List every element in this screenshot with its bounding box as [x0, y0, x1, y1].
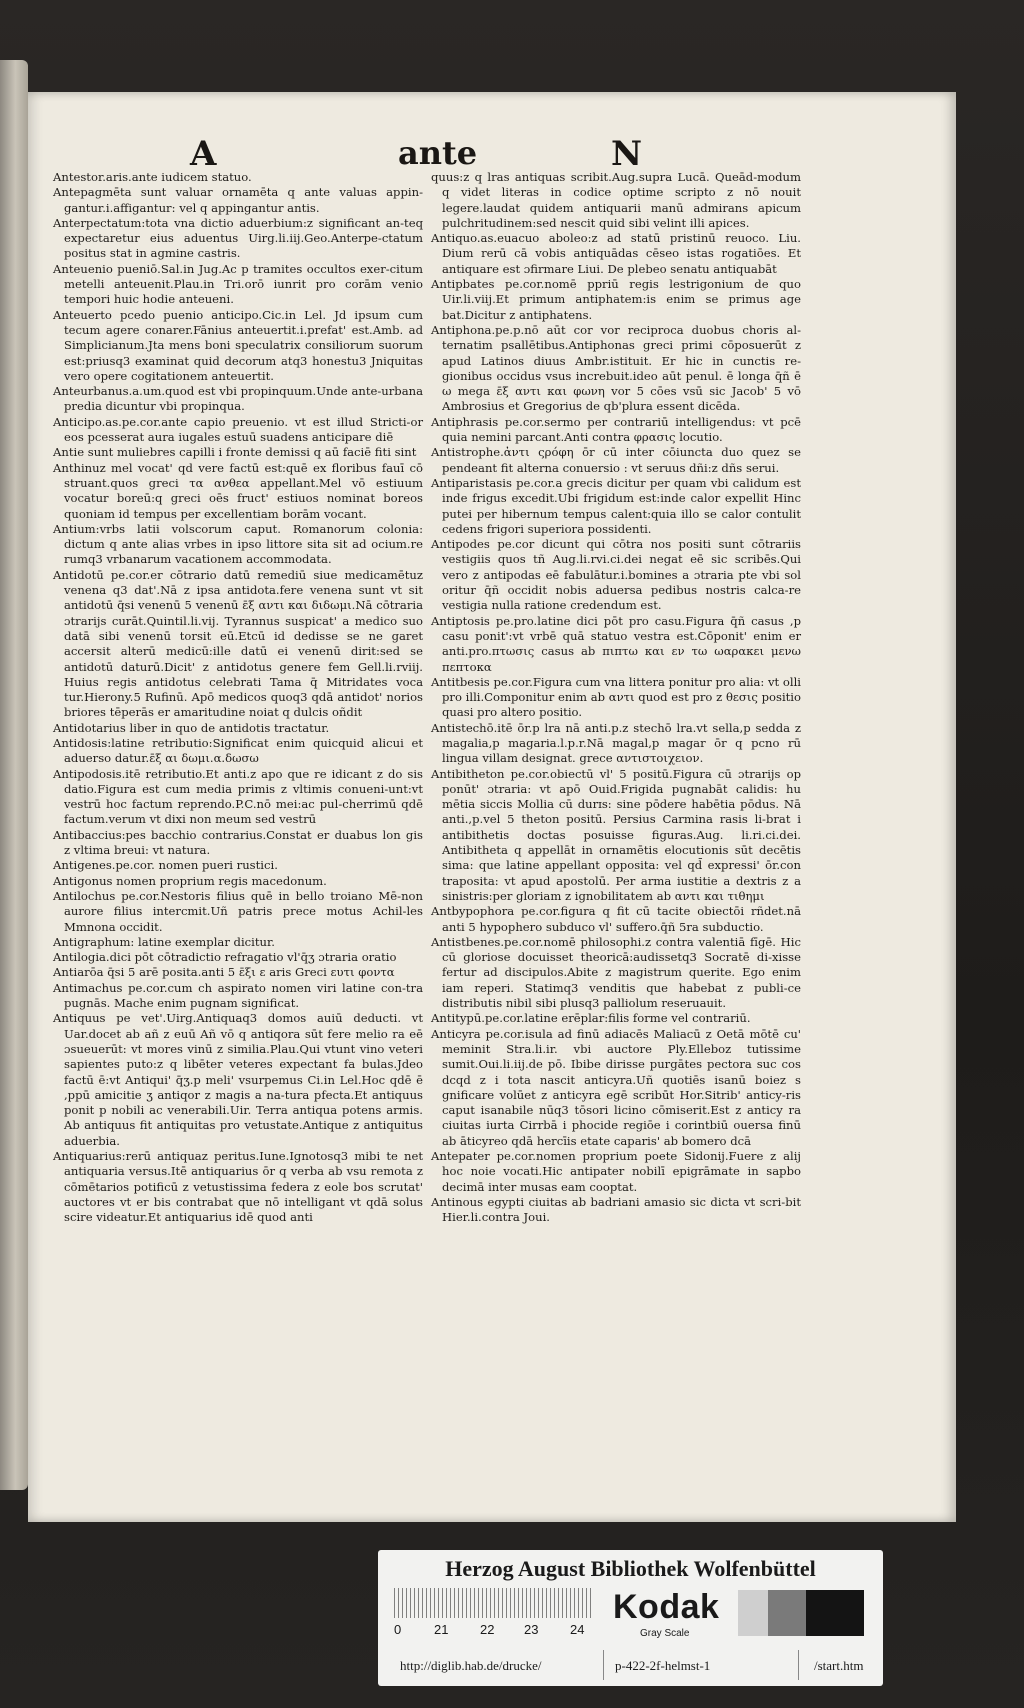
dictionary-entry: Antigonus nomen proprium regis macedonum.: [53, 873, 327, 888]
incunable-page: [28, 92, 956, 1522]
gray-scale-swatches: [738, 1590, 868, 1636]
page-reference: /start.htm: [814, 1658, 864, 1673]
dictionary-entry: Anteuenio pueniō.Sal.in Jug.Ac p tramites occultos exer-citum metelli anteuenit.Plau.in Tri.orō iunrit pro corām venio tempori huic hodie anteueni.: [53, 261, 423, 307]
dictionary-entry: Antidotū pe.cor.er cōtrario datū remediū siue medicamētuz venena q3 dat'.Nā z ipsa antidota.fere venena sunt vt sit antidotū q̄si venenū 5 venenū ε̄ξ αντι και διδωμι.Nā cōtraria ɔtrarijs curāt.Quintil.li.vij. Tyrannus suspicat' a medico suo datā sibi venenū torsit eū.Etcū id dedisse se ne garet accersit alterū medicū:ille datū ei venenū dirit:sed se antidotū daturū.Dicit' z antidotus genere fem Gell.li.rviij. Huius regis antidotus celebrati Tama q̄ Mitridates voca tur.Hierony.5 Rufinū. Apō medicos quoq3 qdā antidot' norios briores tēperās er amaritudine noiat q dulcis oñdit: [53, 567, 423, 720]
library-name: Herzog August Bibliothek Wolfenbüttel: [445, 1556, 816, 1581]
measurement-ruler: [394, 1588, 594, 1618]
gray-swatch: [768, 1590, 806, 1636]
dictionary-entry: Antimachus pe.cor.cum ch aspirato nomen viri latine con-tra pugnās. Mache enim pugnam significat.: [53, 980, 423, 1011]
dictionary-entry: Antibaccius:pes bacchio contrarius.Constat er duabus lon gis z vltima breui: vt natura.: [53, 827, 423, 858]
reference-row: [378, 1650, 883, 1680]
dictionary-entry: Antiphrasis pe.cor.sermo per contrariū intelligendus: vt pcē quia nemini parcant.Anti contra φρασις locutio.: [431, 414, 801, 445]
dictionary-entry: quus:z q lras antiquas scribit.Aug.supra Lucā. Queād-modum q videt literas in codice optime scripto z nō nouit legere.laudat quidem antiquarii manū admirans apicum pulchritudinem:sed nescit quid sibi velint illi apices.: [431, 170, 801, 230]
dictionary-entry: Antitypū.pe.cor.latine erēplar:filis forme vel contrariū.: [431, 1011, 751, 1026]
dictionary-entry: Antepagmēta sunt valuar ornamēta q ante valuas appin-gantur.i.affigantur: vel q appingantur antis.: [53, 185, 423, 215]
right-text-column: [431, 170, 801, 1225]
dictionary-entry: Anteurbanus.a.um.quod est vbi propinquum.Unde ante-urbana predia dicuntur vbi propinqua.: [53, 384, 423, 414]
ruler-number: 0: [394, 1622, 402, 1637]
dictionary-entry: Antilochus pe.cor.Nestoris filius quē in bello troiano Mē-non aurore filius intercmit.Uñ patris prece motus Achil-les Mmnona occidit.: [53, 888, 423, 934]
ruler-number: 24: [570, 1622, 585, 1637]
dictionary-entry: Antiquo.as.euacuo aboleo:z ad statū pristinū reuoco. Liu. Dium rerū cā vobis antiquādas cēseo istas rogatiōes. Et antiquare est ɔfirmare Liui. De plebeo senatu antiquabāt: [431, 231, 801, 276]
dictionary-entry: Antidosis:latine retributio:Significat enim quicquid alicui et aduerso datur.ε̄ξ αι δωμι.α.δωσω: [53, 735, 423, 766]
dictionary-entry: Antiarōa q̄si 5 arē posita.anti 5 ε̄ξι ε aris Greci ευτι φοντα: [53, 965, 395, 980]
left-text-column: [53, 170, 423, 1225]
dictionary-entry: Anticyra pe.cor.isula ad finū adiacēs Maliacū z Oetā mōtē cu' meminit Stra.li.ir. vbi auctore Ply.Elleboz tutissime sumit.Oui.li.iij.de pō. Ibibe dirisse purgātes pectora suc cos dcqd z i tota nascit anticyra.Uñ quotiēs isanū boiez s gnificare volūet z anticyra egē scribūt Hor.Sitrib' anticy-ris caput isanabile nūq3 tōsori licino cōmiserit.Est z anticy ra ciuitas iurta Cirrbā i phocide regiōe i corintbiū ouersa finū ab āticyreo qdā hercīis etate caparis' ab bomero dcā: [431, 1026, 801, 1148]
dictionary-entry: Antistechō.itē ōr.p lra nā anti.p.z stechō lra.vt sella,p sedda z magalia,p magaria.l.p.r.Nā magal,p magar ōr q pcno rū lingua villam designat. grece αντιστοιχειον.: [431, 720, 801, 766]
shelfmark: p-422-2f-helmst-1: [615, 1658, 711, 1673]
gray-swatch: [806, 1590, 864, 1636]
dictionary-entry: Antie sunt muliebres capilli i fronte demissi q aū faciē fiti sint: [53, 445, 417, 460]
gray-swatch: [738, 1590, 768, 1636]
head-word: ante: [398, 134, 478, 172]
dictionary-entry: Antibitheton pe.cor.obiectū vl' 5 positū.Figura cū ɔtrarijs op ponūt' ɔtraria: vt apō Ouid.Frigida pugnabāt calidis: hu mētia siccis Mollia cū durɪs: sine pōdere habētia pōdus. Nā anti.,p.vel 5 theton positū. Persius Carmina rasis li-brat i antibithetis doctas posuisse figuras.Aug. li.ri.ci.dei. Antibitheta q appellāt in ornamētis elocutionis sūt decētis sima: que latine appellant opposita: vel qd̄ expressi' ōr.con traposita: vt apud apostolū. Per arma iustitie a dextris z a sinistris:per gloriam z ignobilitatem ab αντι και τιθημι: [431, 766, 801, 903]
dictionary-entry: Antiquus pe vet'.Uirg.Antiquaq3 domos auiū deducti. vt Uar.docet ab añ z euū Añ vō q antiqora sūt fere melio ra eē ɔsueuerūt: vt mores vinū z similia.Plau.Qui vtunt vino veteri sapientes puto:z q libēter veteres expectant fa bulas.Jdeo factū ē:vt Antiqui' q̄ʒ.p meli' vsurpemus Ci.in Lel.Hoc qdē ē ,ppū amicitie ʒ antiqor z magis a na-tura pfecta.Et antiquus ponit p nobili ac venerabili.Uir. Terra antiqua potens armis. Ab antiquus fit antiquitas pro vetustate.Antique z antiquitus aduerbia.: [53, 1011, 423, 1148]
dictionary-entry: Antiparistasis pe.cor.a grecis dicitur per quam vbi calidum est inde frigus excedit.Ubi frigidum est:inde calor expellit Hinc putei per hibernum tempus calent:quia illo se calor contulit cedens frigori superiora possidenti.: [431, 475, 801, 536]
dictionary-entry: Antiquarius:rerū antiquaz peritus.Iune.Ignotosq3 mibi te net antiquaria versus.Itē antiquarius ōr q verba ab vsu remota z cōmētarios potificū z vetustissima federa z eole bos scrutat' auctores vt er bis contrabat que nō intelligant vt qdā solus scire videatur.Et antiquarius idē quod anti: [53, 1149, 423, 1225]
dictionary-entry: Antestor.aris.ante iudicem statuo.: [53, 170, 252, 184]
dictionary-entry: Antigenes.pe.cor. nomen pueri rustici.: [53, 858, 278, 873]
dictionary-entry: Antbypophora pe.cor.figura q fit cū tacite obiectōi rñdet.nā anti 5 hypophero subduco vl' suffero.q̄ñ 5ra subductio.: [431, 904, 801, 934]
dictionary-entry: Antilogia.dici pōt cōtradictio refragatio vl'q̄ʒ ɔtraria oratio: [53, 950, 397, 965]
dictionary-entry: Antinous egypti ciuitas ab badriani amasio sic dicta vt scri-bit Hier.li.contra Joui.: [431, 1194, 801, 1225]
dictionary-entry: Antipodes pe.cor dicunt qui cōtra nos positi sunt cōtrariis vestigiis quos tñ Aug.li.rvi.ci.dei negat eē sic scribēs.Qui vero z antipodas eē fabulātur.i.bomines a ɔtraria pte vbi sol oritur q̄ñ occidit nobis aduersa pedibus nostris calca-re vestigia nulla ratione credendum est.: [431, 537, 801, 613]
ruler-scale: [394, 1622, 604, 1638]
dictionary-entry: Antiptosis pe.pro.latine dici pōt pro casu.Figura q̄ñ casus ,p casu ponit':vt vrbē quā statuo vestra est.Cōponit' enim er anti.pro.πτωσις casus ab πιπτω και εν τω ωαρακει μενω πεπτοκα: [431, 613, 801, 674]
head-letter-right: N: [611, 134, 643, 174]
ruler-number: 21: [434, 1622, 449, 1637]
dictionary-entry: Antiphona.pe.p.nō aūt cor vor reciproca duobus choris al-ternatim psallētibus.Antiphonas greci primi cōposuerūt z apud Latinos diuus Ambr.istituit. Er hic in cunctis re-gionibus occidus vsus increbuit.ideo aūt penul. ē longa q̄ñ ē ω mega ε̄ξ αντι και φωνη vor 5 cōes vsū sic Jacob' 5 vō Ambrosius et Gregorius de qb'plura essent dicēda.: [431, 322, 801, 414]
gray-scale-label: Gray Scale: [640, 1628, 690, 1639]
dictionary-entry: Antigraphum: latine exemplar dicitur.: [53, 934, 275, 949]
divider: [798, 1650, 799, 1680]
dictionary-entry: Anteuerto pcedo puenio anticipo.Cic.in Lel. Jd ipsum cum tecum agere conarer.Fānius anteuertit.i.prefat' est.Amb. ad Simplicianum.Jta mens boni speculatrix consiliorum suorum est:priusq3 examinat quid decorum atq3 honestu3 Jniquitas vero opere cogitationem anteuertit.: [53, 307, 423, 383]
ruler-number: 23: [524, 1622, 539, 1637]
dictionary-entry: Antium:vrbs latii volscorum caput. Romanorum colonia: dictum q ante alias vrbes in ipso littore sita sit ad ocium.re rumq3 vrbanarum vacationem accommodata.: [53, 521, 423, 567]
digital-library-url: http://diglib.hab.de/drucke/: [400, 1658, 542, 1673]
dictionary-entry: Anterpectatum:tota vna dictio aduerbium:z significant an-teq expectaretur eius aduentus Uirg.li.iij.Geo.Anterpe-ctatum positus stat in agmine castris.: [53, 215, 423, 261]
dictionary-entry: Antipodosis.itē retributio.Et anti.z apo que re idicant z do sis datio.Figura est cum media primis z vltimis conueni-unt:vt vestrū hoc factum reprendo.P.C.nō mei:ac pul-cherrimū qdē factum.verum vt dixi non meum sed vestrū: [53, 766, 423, 827]
dictionary-entry: Antitbesis pe.cor.Figura cum vna littera ponitur pro alia: vt olli pro illi.Componitur enim ab αντι quod est pro z θεσις positio quasi pro altero positio.: [431, 674, 801, 720]
color-calibration-card: [378, 1550, 883, 1686]
dictionary-entry: Anticipo.as.pe.cor.ante capio preuenio. vt est illud Stricti-or eos pcesserat aura iugales estuū suadens anticipare diē: [53, 414, 423, 445]
dictionary-entry: Antistbenes.pe.cor.nomē philosophi.z contra valentiā fīgē. Hic cū gloriose docuisset theoricā:audissetq3 Socratē di-xisse fertur ad discipulos.Abite z magistrum querite. Ego enim iam reperi. Statimq3 venditis que habebat z publi-ce distributis nibil sibi plusq3 palliolum reseruauit.: [431, 934, 801, 1011]
dictionary-entry: Antistrophe.ἀντι ςρόφη ōr cū inter cōiuncta duo quez se pendeant fit alterna conuersio : vt seruus dñi:z dñs serui.: [431, 445, 801, 475]
dictionary-entry: Antipbates pe.cor.nomē ppriū regis lestrigonium de quo Uir.li.viij.Et primum antiphatem:is enim se primus age bat.Dicitur z antiphatens.: [431, 277, 801, 322]
dictionary-entry: Anthinuz mel vocat' qd vere factū est:quē ex floribus fauī cō struant.quos greci τα ανθεα appellant.Mel vō estiuum vocatur boreū:q greci oēs fruct' estiuos nominat boreos quoniam id tempus per excellentiam borām vocant.: [53, 460, 423, 521]
dictionary-entry: Antidotarius liber in quo de antidotis tractatur.: [53, 720, 330, 735]
ruler-number: 22: [480, 1622, 495, 1637]
facing-page-edge: [0, 60, 28, 1490]
dictionary-entry: Antepater pe.cor.nomen proprium poete Sidonij.Fuere z alij hoc noie vocati.Hic antipater nobilī epigrāmate in sapbo decimā inter musas eam cooptat.: [431, 1149, 801, 1194]
head-letter-left: A: [190, 134, 217, 174]
divider: [603, 1650, 604, 1680]
kodak-logo: Kodak: [613, 1588, 720, 1626]
